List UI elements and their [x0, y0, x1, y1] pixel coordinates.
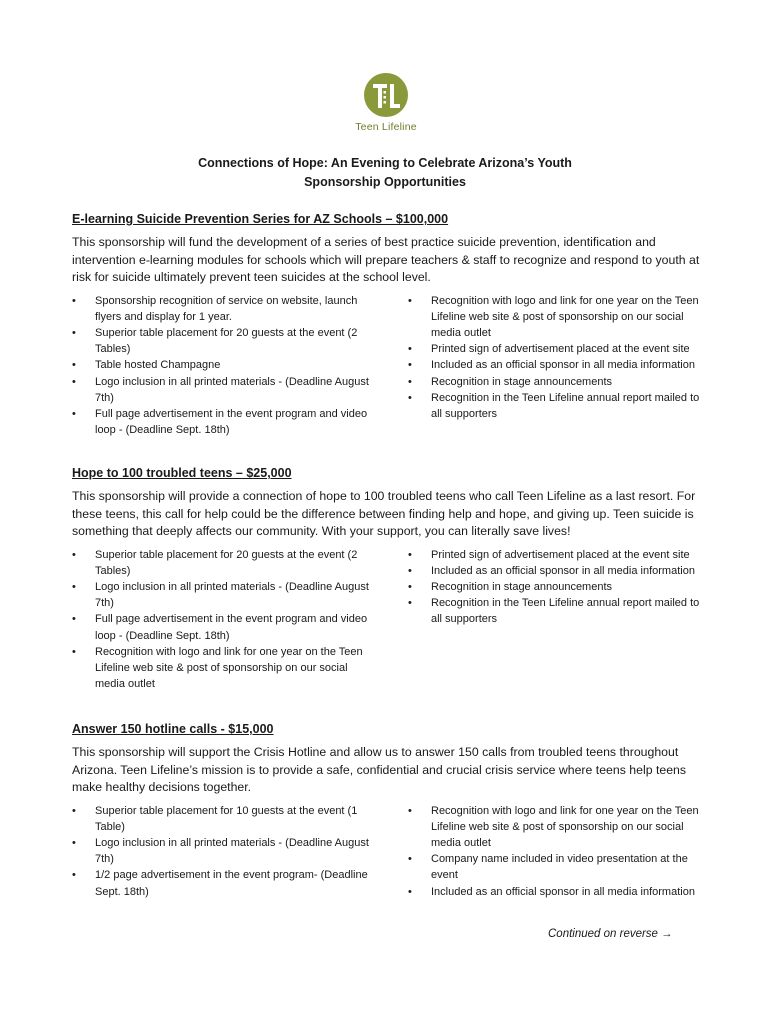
list-item: • Printed sign of advertisement placed at the event site [408, 548, 690, 561]
continued-text: Continued on reverse [548, 928, 658, 940]
list-item: • Logo inclusion in all printed materials - (Deadline August 7th) [72, 836, 369, 866]
benefits-list-right [408, 547, 700, 628]
sponsorship-section-25000 [72, 464, 700, 691]
list-item: • Table hosted Champagne [72, 359, 221, 372]
logo [336, 72, 436, 133]
list-item: • Superior table placement for 20 guests at the event (2 Tables) [72, 326, 358, 356]
sponsorship-section-100000 [72, 210, 700, 437]
logo-text: Teen Lifeline [355, 121, 417, 133]
list-item: • Full page advertisement in the event program and video loop - (Deadline Sept. 18th) [72, 407, 368, 437]
list-item: • Recognition with logo and link for one year on the Teen Lifeline web site & post of sponsorship on our social media outlet [408, 294, 699, 339]
continued-note [548, 928, 672, 940]
list-item: • Included as an official sponsor in all media information [408, 885, 695, 898]
benefits-list-left [72, 547, 372, 693]
page-title: Connections of Hope: An Evening to Celebrate Arizona’s Youth [198, 156, 572, 170]
section-heading: Answer 150 hotline calls - $15,000 [72, 722, 274, 736]
list-item: • Included as an official sponsor in all media information [408, 359, 695, 372]
benefits-list-right [408, 803, 700, 900]
section-description: This sponsorship will support the Crisis Hotline and allow us to answer 150 calls from troubled teens throughout Arizona. Teen Lifeline’s mission is to provide a safe, confidential and crucial crisis service where teens help teens make healthy decisions together. [72, 745, 687, 794]
list-item: • Sponsorship recognition of service on website, launch flyers and display for 1 year. [72, 294, 358, 323]
list-item: • 1/2 page advertisement in the event program- (Deadline Sept. 18th) [72, 869, 368, 898]
benefits-list-left [72, 293, 372, 439]
list-item: • Included as an official sponsor in all media information [408, 564, 695, 577]
section-heading: E-learning Suicide Prevention Series for AZ Schools – $100,000 [72, 212, 449, 226]
list-item: • Logo inclusion in all printed materials - (Deadline August 7th) [72, 375, 369, 404]
benefits-list-right [408, 293, 700, 423]
section-description: This sponsorship will provide a connection of hope to 100 troubled teens who call Teen Lifeline as a last resort. For these teens, this call for help could be the difference between finding help and hope, and giving up. Teen suicide is something that deeply affects our community. With your support, you can literally save lives! [72, 489, 696, 538]
list-item: • Recognition in stage announcements [408, 580, 613, 593]
list-item: • Recognition in stage announcements [408, 375, 613, 388]
list-item: • Printed sign of advertisement placed at the event site [408, 343, 690, 356]
benefits-list-left [72, 803, 372, 900]
list-item: • Superior table placement for 10 guests at the event (1 Table) [72, 804, 358, 833]
list-item: • Recognition in the Teen Lifeline annual report mailed to all supporters [408, 391, 700, 420]
list-item: • Full page advertisement in the event program and video loop - (Deadline Sept. 18th) [72, 613, 368, 642]
list-item: • Recognition with logo and link for one year on the Teen Lifeline web site & post of sponsorship on our social media outlet [72, 645, 363, 691]
teen-lifeline-logo-icon [363, 72, 409, 118]
list-item: • Logo inclusion in all printed materials - (Deadline August 7th) [72, 580, 369, 610]
section-description: This sponsorship will fund the development of a series of best practice suicide prevention, identification and intervention e-learning modules for schools which will prepare teachers & staff to recognize and respond to youth at risk for suicide ultimately prevent teen suicides at the school level. [72, 235, 700, 284]
list-item: • Recognition in the Teen Lifeline annual report mailed to all supporters [408, 597, 700, 626]
list-item: • Recognition with logo and link for one year on the Teen Lifeline web site & post of sponsorship on our social media outlet [408, 804, 699, 849]
section-heading: Hope to 100 troubled teens – $25,000 [72, 466, 292, 480]
list-item: • Superior table placement for 20 guests at the event (2 Tables) [72, 548, 358, 577]
list-item: • Company name included in video presentation at the event [408, 853, 688, 882]
sponsorship-section-15000 [72, 720, 700, 898]
arrow-right-icon: → [660, 928, 673, 940]
page-subtitle: Sponsorship Opportunities [304, 175, 466, 189]
